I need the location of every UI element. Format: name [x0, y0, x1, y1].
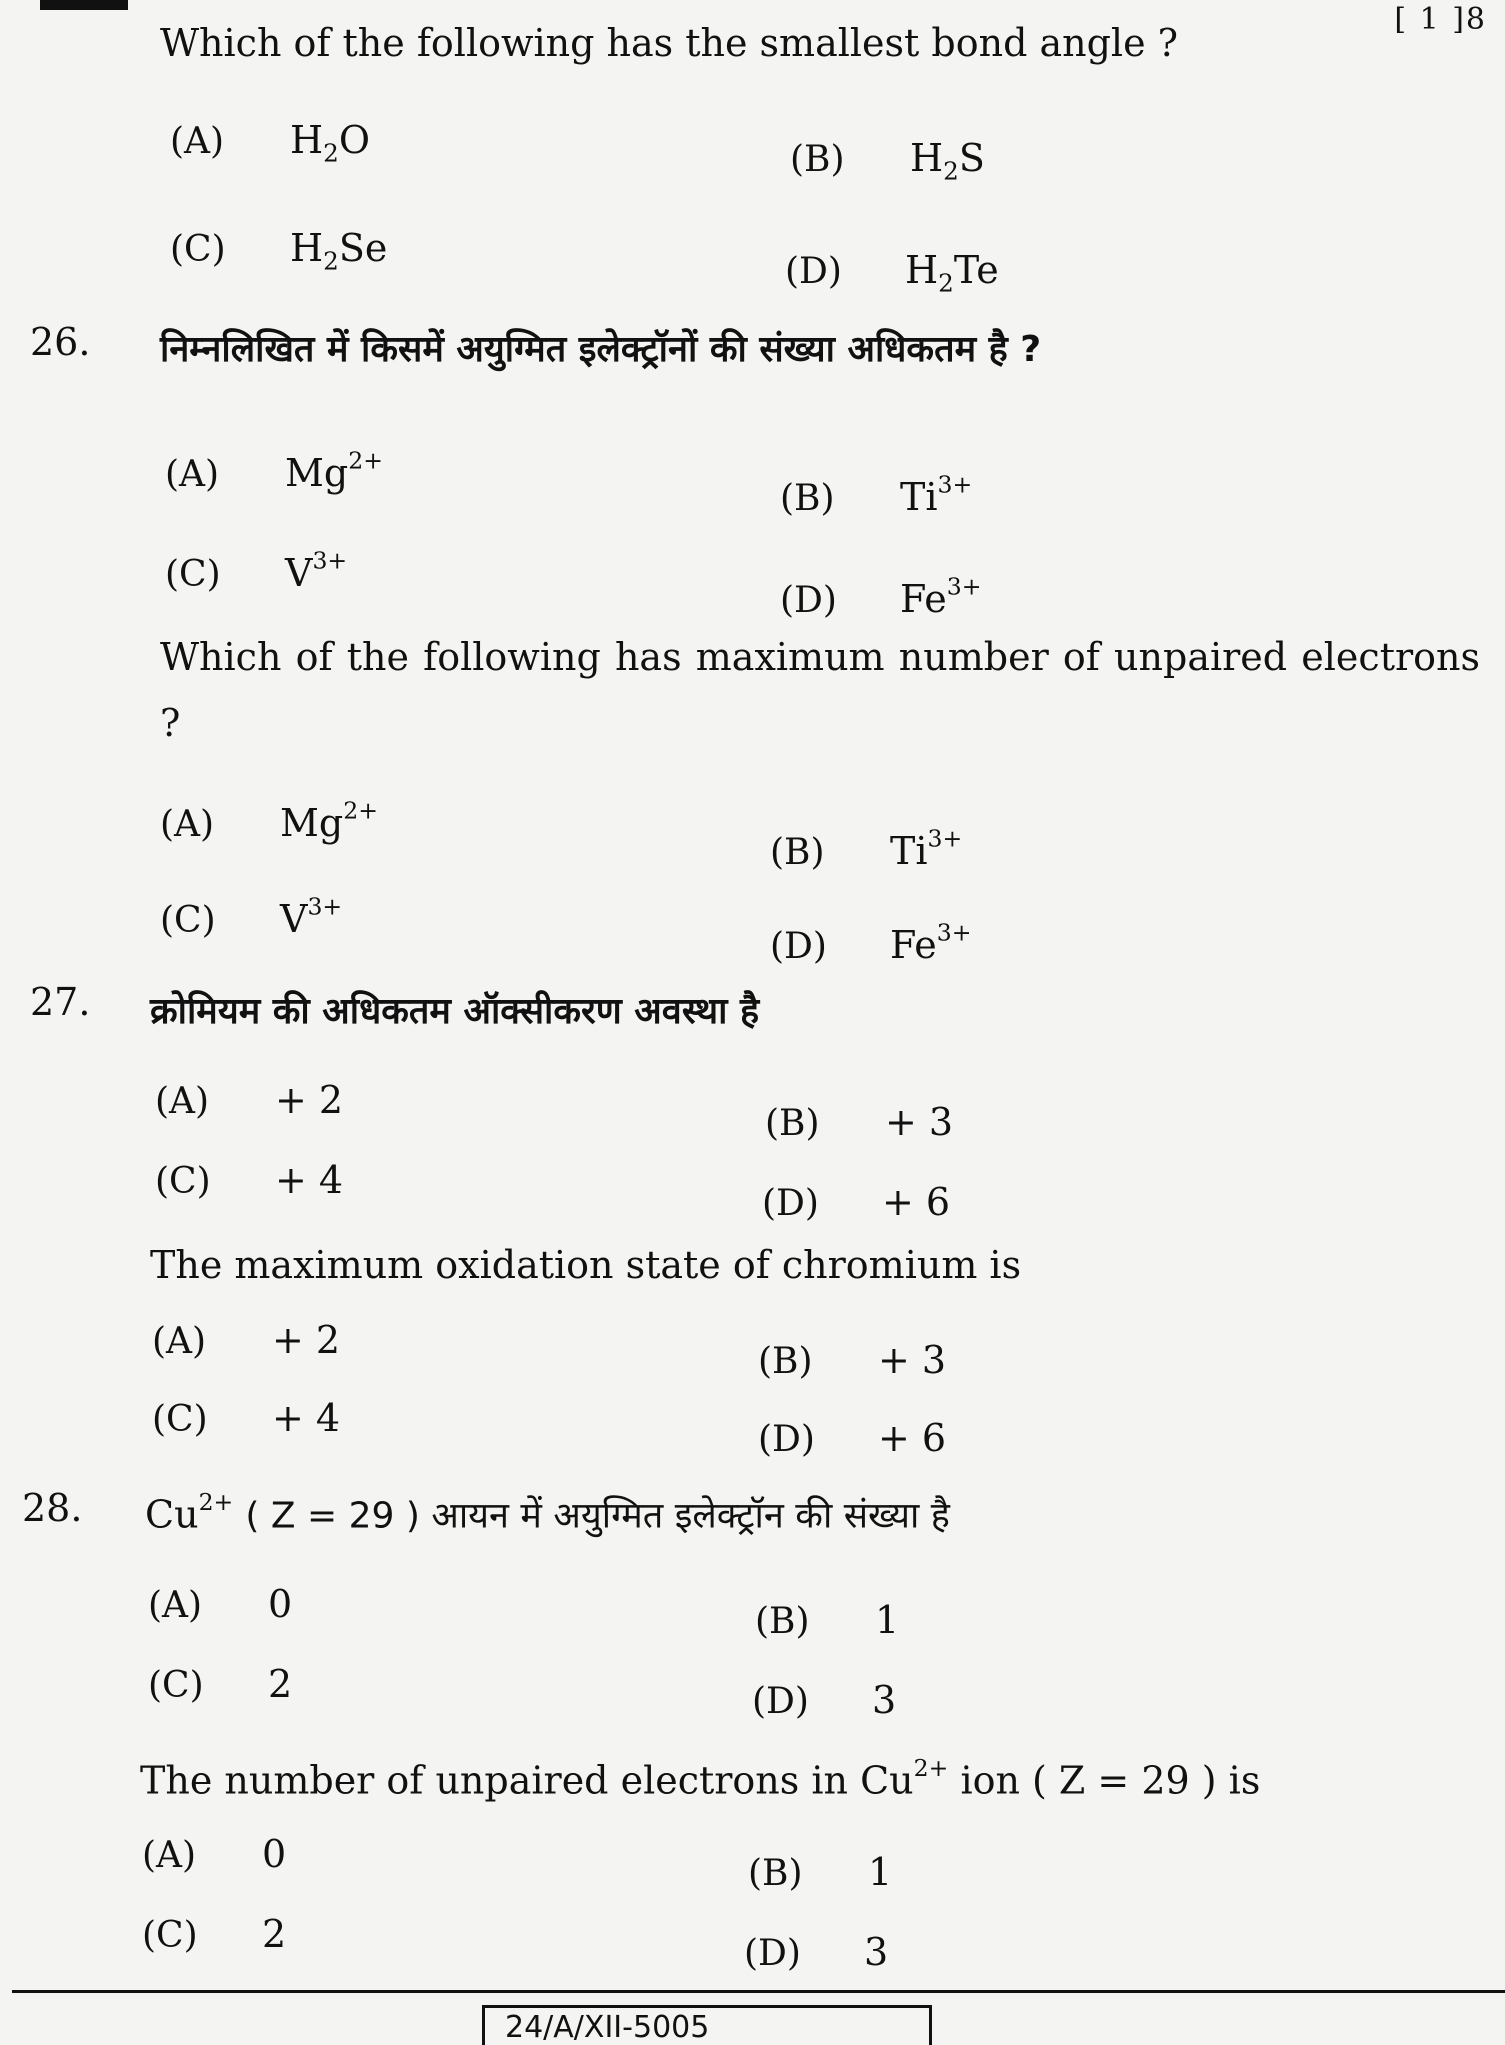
option-b-en: (B) + 3 — [758, 1338, 947, 1382]
option-a-en: (A) $Mg^{2+}$ — [160, 796, 378, 845]
option-c: (C) 2 — [148, 1662, 293, 1706]
option-c: (C) $H_2Se$ — [170, 226, 388, 276]
bottom-rule — [12, 1990, 1505, 1993]
footer-paper-code: 24/A/XII-5005 — [482, 2005, 932, 2045]
option-d-en: (D) 3 — [744, 1930, 889, 1974]
option-c-en: (C) + 4 — [152, 1396, 341, 1440]
question-stem-hi: क्रोमियम की अधिकतम ऑक्सीकरण अवस्था है — [150, 991, 760, 1032]
option-b: (B) + 3 — [765, 1100, 954, 1144]
option-c-en: (C) 2 — [142, 1912, 287, 1956]
corner-mark — [40, 0, 128, 10]
option-b: (B) 1 — [755, 1598, 900, 1642]
option-a-en: (A) + 2 — [152, 1318, 341, 1362]
option-a: (A) 0 — [148, 1582, 293, 1626]
option-d: (D) + 6 — [762, 1180, 951, 1224]
option-b-en: (B) $Ti^{3+}$ — [770, 824, 963, 873]
option-c: (C) + 4 — [155, 1158, 344, 1202]
question-number: 27. — [30, 980, 91, 1024]
option-a: (A) + 2 — [155, 1078, 344, 1122]
option-d: (D) 3 — [752, 1678, 897, 1722]
question-stem-hi: निम्नलिखित में किसमें अयुग्मित इलेक्ट्रॉनों की संख्या अधिकतम है ? — [160, 329, 1042, 370]
option-d: (D) $H_2Te$ — [785, 248, 999, 298]
option-c: (C) $V^{3+}$ — [165, 546, 348, 595]
question-stem-en: Which of the following has maximum number of unpaired electrons ? — [160, 635, 1480, 745]
option-d: (D) $Fe^{3+}$ — [780, 572, 982, 621]
page-number: [ 1 ]8 — [1394, 2, 1487, 37]
question-number: 26. — [30, 320, 91, 364]
question-stem-en: Which of the following has the smallest bond angle ? — [160, 21, 1179, 65]
option-b: (B) $H_2S$ — [790, 136, 985, 186]
option-a: (A) $Mg^{2+}$ — [165, 446, 383, 495]
option-a-en: (A) 0 — [142, 1832, 287, 1876]
option-b-en: (B) 1 — [748, 1850, 893, 1894]
option-b: (B) $Ti^{3+}$ — [780, 470, 973, 519]
option-a: (A) $H_2O$ — [170, 118, 371, 168]
option-c-en: (C) $V^{3+}$ — [160, 892, 343, 941]
option-d-en: (D) + 6 — [758, 1416, 947, 1460]
question-stem-hi: $Cu^{2+}$ ( Z = 29 ) आयन में अयुग्मित इलेक्ट्रॉन की संख्या है — [145, 1488, 950, 1537]
question-number: 28. — [22, 1486, 83, 1530]
question-stem-en: The number of unpaired electrons in $Cu^{2+}$ ion ( Z = 29 ) is — [140, 1754, 1261, 1803]
option-d-en: (D) $Fe^{3+}$ — [770, 918, 972, 967]
question-stem-en: The maximum oxidation state of chromium is — [150, 1243, 1022, 1287]
